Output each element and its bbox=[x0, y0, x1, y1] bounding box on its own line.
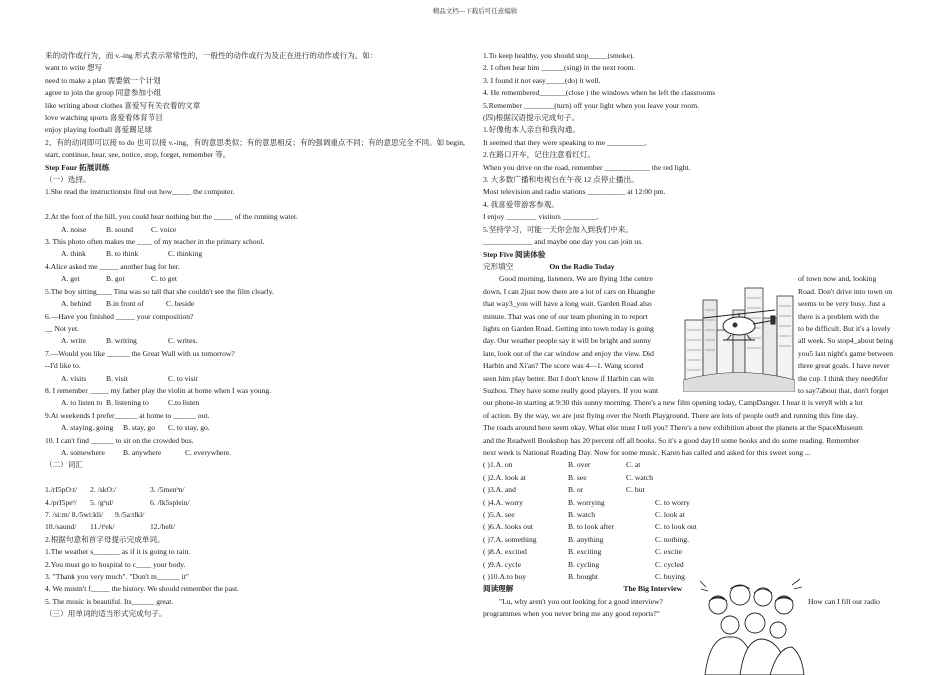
options bbox=[45, 397, 455, 409]
choice: C. to worry bbox=[655, 497, 690, 507]
phonetic: 4./prI5peᵊ/ bbox=[45, 497, 77, 507]
option: B. anywhere bbox=[123, 447, 162, 457]
passage-line: there is a problem with the bbox=[798, 311, 880, 321]
intro-line: 来的动作或行为，而 v.-ing 形式表示常常性的，一般性的动作或行为及正在进行的动作或行为。如： bbox=[45, 51, 378, 60]
phonetic-row bbox=[45, 484, 455, 496]
page-header: 精品文档---下载后可任意编辑 bbox=[432, 8, 518, 15]
phonetic: 9./5a:tlkl/ bbox=[115, 510, 145, 519]
passage-line: day. Our weather people say it will be bright and sunny bbox=[483, 336, 652, 346]
fill-item: 1.To keep healthy, you should stop_____(smoke). bbox=[483, 51, 635, 60]
options bbox=[45, 422, 455, 434]
step-four-title: Step Four 拓展训练 bbox=[45, 162, 110, 172]
question: 5.The boy sitting____ Tina was so tall that she couldn't see the film clearly. bbox=[45, 286, 274, 296]
question: 7.—Would you like ______ the Great Wall with us tomorrow? bbox=[45, 348, 235, 358]
question: 6.—Have you finished _____ your composition? bbox=[45, 311, 194, 321]
passage-line bbox=[483, 596, 908, 608]
option: A. behind bbox=[61, 299, 91, 309]
question: 2.At the foot of the hill, you could hear nothing but the _____ of the running water. bbox=[45, 212, 298, 222]
passage-line: our phone-in starting at 9:30 this sunny morning. There's a new film opening today, CampDanger. I hear it is very8 with a lot bbox=[483, 398, 863, 408]
section-title: (四)根据汉语提示完成句子。 bbox=[483, 113, 580, 123]
vocab-item: 4. We mustn't f_____ the history. We should remember the past. bbox=[45, 584, 240, 594]
choice: C. excite bbox=[655, 547, 682, 557]
phonetic: 11./tᵊek/ bbox=[90, 522, 115, 532]
option: B. got bbox=[106, 274, 125, 284]
passage-line: all week. So stop4_about being bbox=[798, 336, 894, 346]
intro-line: want to write 想写 bbox=[45, 63, 103, 73]
choice: C. to look out bbox=[655, 522, 697, 532]
passage-line: seen him play better. But I don't know if Harbin can win bbox=[483, 373, 654, 383]
options bbox=[45, 248, 455, 260]
choice: C. watch bbox=[626, 472, 653, 482]
choice: B. over bbox=[568, 460, 591, 470]
interview-text: How can I fill our radio bbox=[808, 596, 880, 606]
choice-row bbox=[483, 534, 908, 546]
fill-item: 5.Remember ________(turn) off your light when you leave your room. bbox=[483, 100, 700, 110]
passage-line: the cup. I think they need6for bbox=[798, 373, 888, 383]
passage-line: of action. By the way, we are just flying over the North Playground. There are lots of people out9 and running this fine day. bbox=[483, 410, 858, 420]
option: A. noise bbox=[61, 224, 87, 234]
question: 1.She read the instructionsto find out how_____ the computer. bbox=[45, 187, 235, 197]
option: C. voice bbox=[151, 224, 177, 234]
choice: B. cycling bbox=[568, 559, 600, 569]
translate-item: 3. 大多数广播和电视台在午夜 12 点停止播出。 bbox=[483, 175, 639, 185]
choice: B. see bbox=[568, 472, 587, 482]
option: C.to listen bbox=[168, 398, 200, 408]
option: C. to stay, go. bbox=[168, 423, 210, 433]
choice: ( )3.A. and bbox=[483, 485, 516, 495]
option: B. to think bbox=[106, 249, 139, 259]
passage-line: Good morning, listeners. We are flying 1the centre bbox=[499, 274, 653, 284]
option: B. visit bbox=[106, 373, 128, 383]
choice: B. to look after bbox=[568, 522, 614, 532]
question: --I'd like to. bbox=[45, 361, 81, 371]
phonetic: 7. /si:m/ 8./5wi:kli/ bbox=[45, 510, 104, 519]
question: 10. I can't find ______ to sit on the crowded bus. bbox=[45, 435, 194, 445]
option: C. thinking bbox=[168, 249, 203, 259]
choice: ( )8.A. excited bbox=[483, 547, 527, 557]
section-title: （一）选择。 bbox=[45, 175, 91, 185]
phonetic-row bbox=[45, 521, 455, 533]
question: 3. This photo often makes me ____ of my teacher in the primary school. bbox=[45, 237, 265, 247]
choice-row bbox=[483, 521, 908, 533]
phonetic: 10./saund/ bbox=[45, 522, 77, 532]
people-group-illustration bbox=[700, 575, 805, 675]
cloze-label: 完形填空 bbox=[483, 261, 514, 271]
translate-item: I enjoy ________ visitors _________. bbox=[483, 212, 599, 222]
intro-line: agree to join the group 同意参加小组 bbox=[45, 88, 162, 98]
passage-line: next week is National Reading Day. Now for some music. Karen has called and asked for this sweet song ... bbox=[483, 447, 811, 457]
option: B. writing bbox=[106, 336, 137, 346]
choice-row bbox=[483, 559, 908, 571]
passage-line: programmes when you never bring me any good reports?" bbox=[483, 609, 660, 619]
intro-line: start, continue, hear, see, notice, stop, forget, remember 等。 bbox=[45, 150, 231, 160]
choice: B. or bbox=[568, 485, 584, 495]
reading-label: 阅读理解 bbox=[483, 584, 514, 594]
intro-line: need to make a plan 需要做一个计划 bbox=[45, 75, 161, 85]
intro-line: like writing about clothes 喜爱写有关衣着的文章 bbox=[45, 100, 201, 110]
translate-item: _____________ and maybe one day you can join us. bbox=[483, 237, 644, 247]
choice: C. buying bbox=[655, 572, 685, 581]
choice: ( )4.A. worry bbox=[483, 497, 524, 507]
choice: ( )9.A. cycle bbox=[483, 559, 521, 569]
passage-line: and the Readwell Bookshop has 20 percent off all books. So it's a good day10 some books and do some reading. Remember bbox=[483, 435, 860, 445]
options bbox=[45, 298, 455, 310]
option: C. to get bbox=[151, 274, 177, 284]
translate-item: It seemed that they were speaking to me __________. bbox=[483, 137, 647, 147]
translate-item: 1.好像他本人亲自和我沟通。 bbox=[483, 125, 580, 135]
choice: ( )2.A. look at bbox=[483, 472, 526, 482]
question: 9.At weekends I prefer______ at home to ______ out. bbox=[45, 410, 210, 420]
option: B. sound bbox=[106, 224, 134, 234]
passage-line: Road. Don't drive into town on bbox=[798, 286, 893, 296]
option: C. beside bbox=[166, 299, 195, 309]
option: A. visits bbox=[61, 373, 87, 383]
options bbox=[45, 447, 455, 459]
options bbox=[45, 373, 455, 385]
phonetic: 2. /skO:/ bbox=[90, 485, 117, 495]
city-helicopter-illustration bbox=[683, 280, 795, 392]
option: C. everywhere. bbox=[185, 447, 232, 457]
choice: ( )7.A. something bbox=[483, 534, 537, 544]
passage-line: to say7about that, don't forget bbox=[798, 385, 889, 395]
phonetic: 5. /gᵊul/ bbox=[90, 497, 114, 507]
phonetic-row bbox=[45, 497, 455, 509]
choice: C. but bbox=[626, 485, 645, 495]
vocab-item: 1.The weather s_______ as if it is going to rain. bbox=[45, 547, 191, 557]
left-column bbox=[45, 50, 465, 621]
passage-title: The Big Interview bbox=[623, 584, 683, 594]
vocab-item: 2.You must go to hospital to c____ your body. bbox=[45, 559, 186, 569]
choice-row bbox=[483, 459, 908, 471]
phonetic: 3. /5menᵊn/ bbox=[150, 485, 185, 495]
passage-line: to be difficult. But it's a lovely bbox=[798, 323, 891, 333]
choice-row bbox=[483, 509, 908, 521]
choice-row bbox=[483, 497, 908, 509]
phonetic: 6. /lk5splein/ bbox=[150, 497, 190, 507]
passage-line: Harbin and Xi'an? The score was 4—1. Wang scored bbox=[483, 361, 644, 371]
option: A. somewhere bbox=[61, 447, 105, 457]
translate-item: 4. 我喜爱带游客参观。 bbox=[483, 199, 559, 209]
vocab-item: 5. The music is beautiful. Its______ great. bbox=[45, 596, 174, 606]
passage-line: late, look out of the car window and enjoy the view. Did bbox=[483, 348, 654, 358]
passage-line: three great goals. I have never bbox=[798, 361, 890, 371]
intro-line: 2、有的动词即可以接 to do 也可以接 v.-ing，有的意思类似；有的意思相反；有的强调重点不同；有的意思完全不同。如 begin, bbox=[45, 137, 465, 147]
passage-line: seems to be very busy. Just a bbox=[798, 299, 886, 309]
option: B.in front of bbox=[106, 299, 144, 309]
choice: C. look at bbox=[655, 509, 685, 519]
step-five-title: Step Five 阅读体验 bbox=[483, 249, 546, 259]
option: A. to listen to bbox=[61, 398, 103, 408]
passage-line: of town now and, looking bbox=[798, 274, 877, 284]
passage-line: you5 last night's game between bbox=[798, 348, 894, 358]
section-title: 2.根据句意和首字母提示完成单词。 bbox=[45, 534, 165, 544]
choice: B. anything bbox=[568, 534, 604, 544]
option: A. get bbox=[61, 274, 80, 284]
option: C. to visit bbox=[168, 373, 198, 383]
choice: C. nothing. bbox=[655, 534, 689, 544]
choice: ( )1.A. on bbox=[483, 460, 513, 470]
fill-item: 4. He remembered_______(close ) the windows when he left the classrooms bbox=[483, 88, 716, 98]
options bbox=[45, 273, 455, 285]
option: A. staying, going bbox=[61, 423, 114, 433]
question: __ Not yet. bbox=[45, 323, 79, 333]
question: 8. I remember _____ my father play the violin at home when I was young. bbox=[45, 385, 272, 395]
choice-row bbox=[483, 571, 908, 583]
choice-row bbox=[483, 546, 908, 558]
reading-heading bbox=[483, 583, 908, 595]
interview-text: "Lu, why aren't you out looking for a good interview? bbox=[499, 596, 663, 606]
passage-line: that way3_you will have a long wait. Garden Road also bbox=[483, 299, 652, 309]
translate-item: 2.在路口开车，记住注意看红灯。 bbox=[483, 150, 596, 160]
translate-item: Most television and radio stations __________ at 12:00 pm. bbox=[483, 187, 666, 197]
fill-item: 3. I found it not easy_____(do) it well. bbox=[483, 75, 601, 85]
passage-line: minute. That was one of our team phoning in to report bbox=[483, 311, 648, 321]
choice: C. cycled bbox=[655, 559, 684, 569]
option: C. writes. bbox=[168, 336, 198, 346]
translate-item: 5.坚持学习，可能一天你会加入到我们中来。 bbox=[483, 224, 633, 234]
choice: B. exciting bbox=[568, 547, 602, 557]
passage-line: lights on Garden Road. Getting into town today is going bbox=[483, 323, 654, 333]
phonetic-row bbox=[45, 509, 455, 521]
passage-line: Suzhou. They have some really good players. If you want bbox=[483, 385, 659, 395]
choice: B. worrying bbox=[568, 497, 605, 507]
choice: ( )6.A. looks out bbox=[483, 522, 533, 532]
cloze-heading bbox=[483, 261, 908, 273]
vocab-item: 3. "Thank you very much". "Don't m______ it" bbox=[45, 572, 189, 582]
question: 4.Alice asked me _____ another bag for her. bbox=[45, 261, 180, 271]
option: B. stay, go bbox=[123, 423, 155, 433]
choice: B. watch bbox=[568, 509, 595, 519]
options bbox=[45, 224, 455, 236]
option: A. think bbox=[61, 249, 86, 259]
choice: ( )10.A.to buy bbox=[483, 572, 527, 581]
choice: C. at bbox=[626, 460, 641, 470]
phonetic: 1./rI5pO:t/ bbox=[45, 485, 78, 495]
passage-line: The roads around here seem okay. What else must I tell you? There's a new exhibition about the planets at the SpaceMuseum bbox=[483, 423, 863, 433]
option: A. write bbox=[61, 336, 86, 346]
passage-line: down, I can 2just now there are a lot of cars on Huanghe bbox=[483, 286, 655, 296]
choice: B. bought bbox=[568, 572, 598, 581]
fill-item: 2. I often hear him ______(sing) in the next room. bbox=[483, 63, 636, 73]
choice: ( )5.A. see bbox=[483, 509, 515, 519]
intro-line: enjoy playing football 喜爱踢足球 bbox=[45, 125, 152, 135]
choice-row bbox=[483, 484, 908, 496]
passage-title: On the Radio Today bbox=[549, 261, 615, 271]
phonetic: 12./helt/ bbox=[150, 522, 176, 532]
option: B. listening to bbox=[106, 398, 149, 408]
intro-line: love watching sports 喜爱看体育节目 bbox=[45, 113, 163, 123]
choice-row bbox=[483, 472, 908, 484]
options bbox=[45, 335, 455, 347]
section-title: （二）词汇 bbox=[45, 460, 83, 470]
section-title: （三）用单词的适当形式完成句子。 bbox=[45, 609, 167, 619]
translate-item: When you drive on the road, remember ____________ the red light. bbox=[483, 162, 691, 172]
